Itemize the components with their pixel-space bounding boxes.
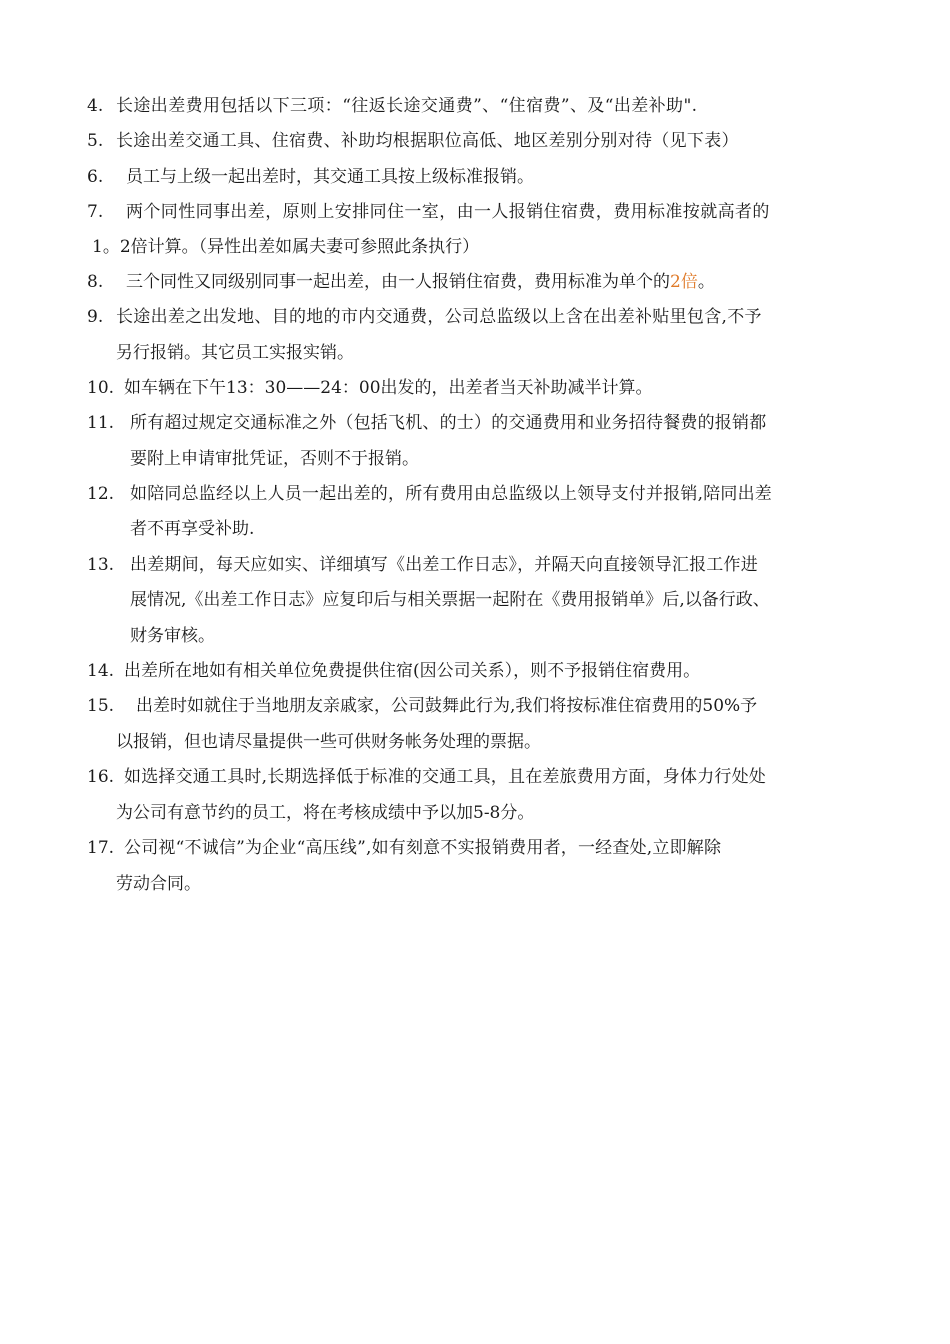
item-text: 出差期间，每天应如实、详细填写《出差工作日志》，并隔天向直接领导汇报工作进: [130, 555, 758, 575]
item-text: 劳动合同。: [116, 874, 201, 894]
item-text: 1。2倍计算。（异性出差如属夫妻可参照此条执行）: [92, 237, 480, 257]
item-number: 13.: [87, 555, 115, 575]
item-text: 如陪同总监经以上人员一起出差的，所有费用由总监级以上领导支付并报销,陪同出差: [130, 484, 773, 504]
item-number: 8.: [87, 272, 104, 292]
item-number: 10.: [87, 378, 115, 398]
item-number: 4.: [87, 96, 104, 116]
item-text: 如选择交通工具时,长期选择低于标准的交通工具，且在差旅费用方面，身体力行处处: [124, 767, 767, 787]
item-text-part: 。: [697, 272, 715, 292]
item-text: 如车辆在下午13：30——24：00出发的，出差者当天补助减半计算。: [124, 378, 653, 398]
item-number: 16.: [87, 767, 115, 787]
item-text: [126, 270, 715, 294]
item-number: 14.: [87, 661, 115, 681]
item-text: 展情况,《出差工作日志》应复印后与相关票据一起附在《费用报销单》后,以备行政、: [130, 590, 770, 610]
item-text: 长途出差费用包括以下三项：“往返长途交通费”、“住宿费”、及“出差补助".: [116, 96, 698, 116]
item-text: 员工与上级一起出差时，其交通工具按上级标准报销。: [126, 167, 534, 187]
item-text: 出差时如就住于当地朋友亲戚家，公司鼓舞此行为,我们将按标准住宿费用的50%予: [136, 696, 758, 716]
item-text: 公司视“不诚信”为企业“高压线”,如有刻意不实报销费用者，一经查处,立即解除: [124, 838, 722, 858]
item-number: 11.: [87, 413, 115, 433]
item-number: 6.: [87, 167, 104, 187]
item-text: 以报销，但也请尽量提供一些可供财务帐务处理的票据。: [116, 732, 541, 752]
item-text: 另行报销。其它员工实报实销。: [116, 343, 354, 363]
item-text: 要附上申请审批凭证，否则不于报销。: [130, 449, 419, 469]
item-text-part: 三个同性又同级别同事一起出差，由一人报销住宿费，费用标准为单个的: [126, 272, 670, 292]
item-number: 7.: [87, 202, 104, 222]
item-number: 9.: [87, 307, 104, 327]
item-text: 财务审核。: [130, 626, 215, 646]
item-text: 出差所在地如有相关单位免费提供住宿(因公司关系），则不予报销住宿费用。: [124, 661, 701, 681]
item-text: 两个同性同事出差，原则上安排同住一室，由一人报销住宿费，费用标准按就高者的: [126, 202, 770, 222]
item-text: 长途出差之出发地、目的地的市内交通费，公司总监级以上含在出差补贴里包含,不予: [116, 307, 762, 327]
highlight-text: 2倍: [670, 272, 698, 292]
item-text: 者不再享受补助.: [130, 519, 255, 539]
item-text: 所有超过规定交通标准之外（包括飞机、的士）的交通费用和业务招待餐费的报销都: [130, 413, 767, 433]
item-text: 长途出差交通工具、住宿费、补助均根据职位高低、地区差别分别对待（见下表）: [116, 131, 739, 151]
item-number: 5.: [87, 131, 104, 151]
item-number: 17.: [87, 838, 115, 858]
item-number: 12.: [87, 484, 115, 504]
item-text: 为公司有意节约的员工，将在考核成绩中予以加5-8分。: [116, 803, 535, 823]
item-number: 15.: [87, 696, 115, 716]
